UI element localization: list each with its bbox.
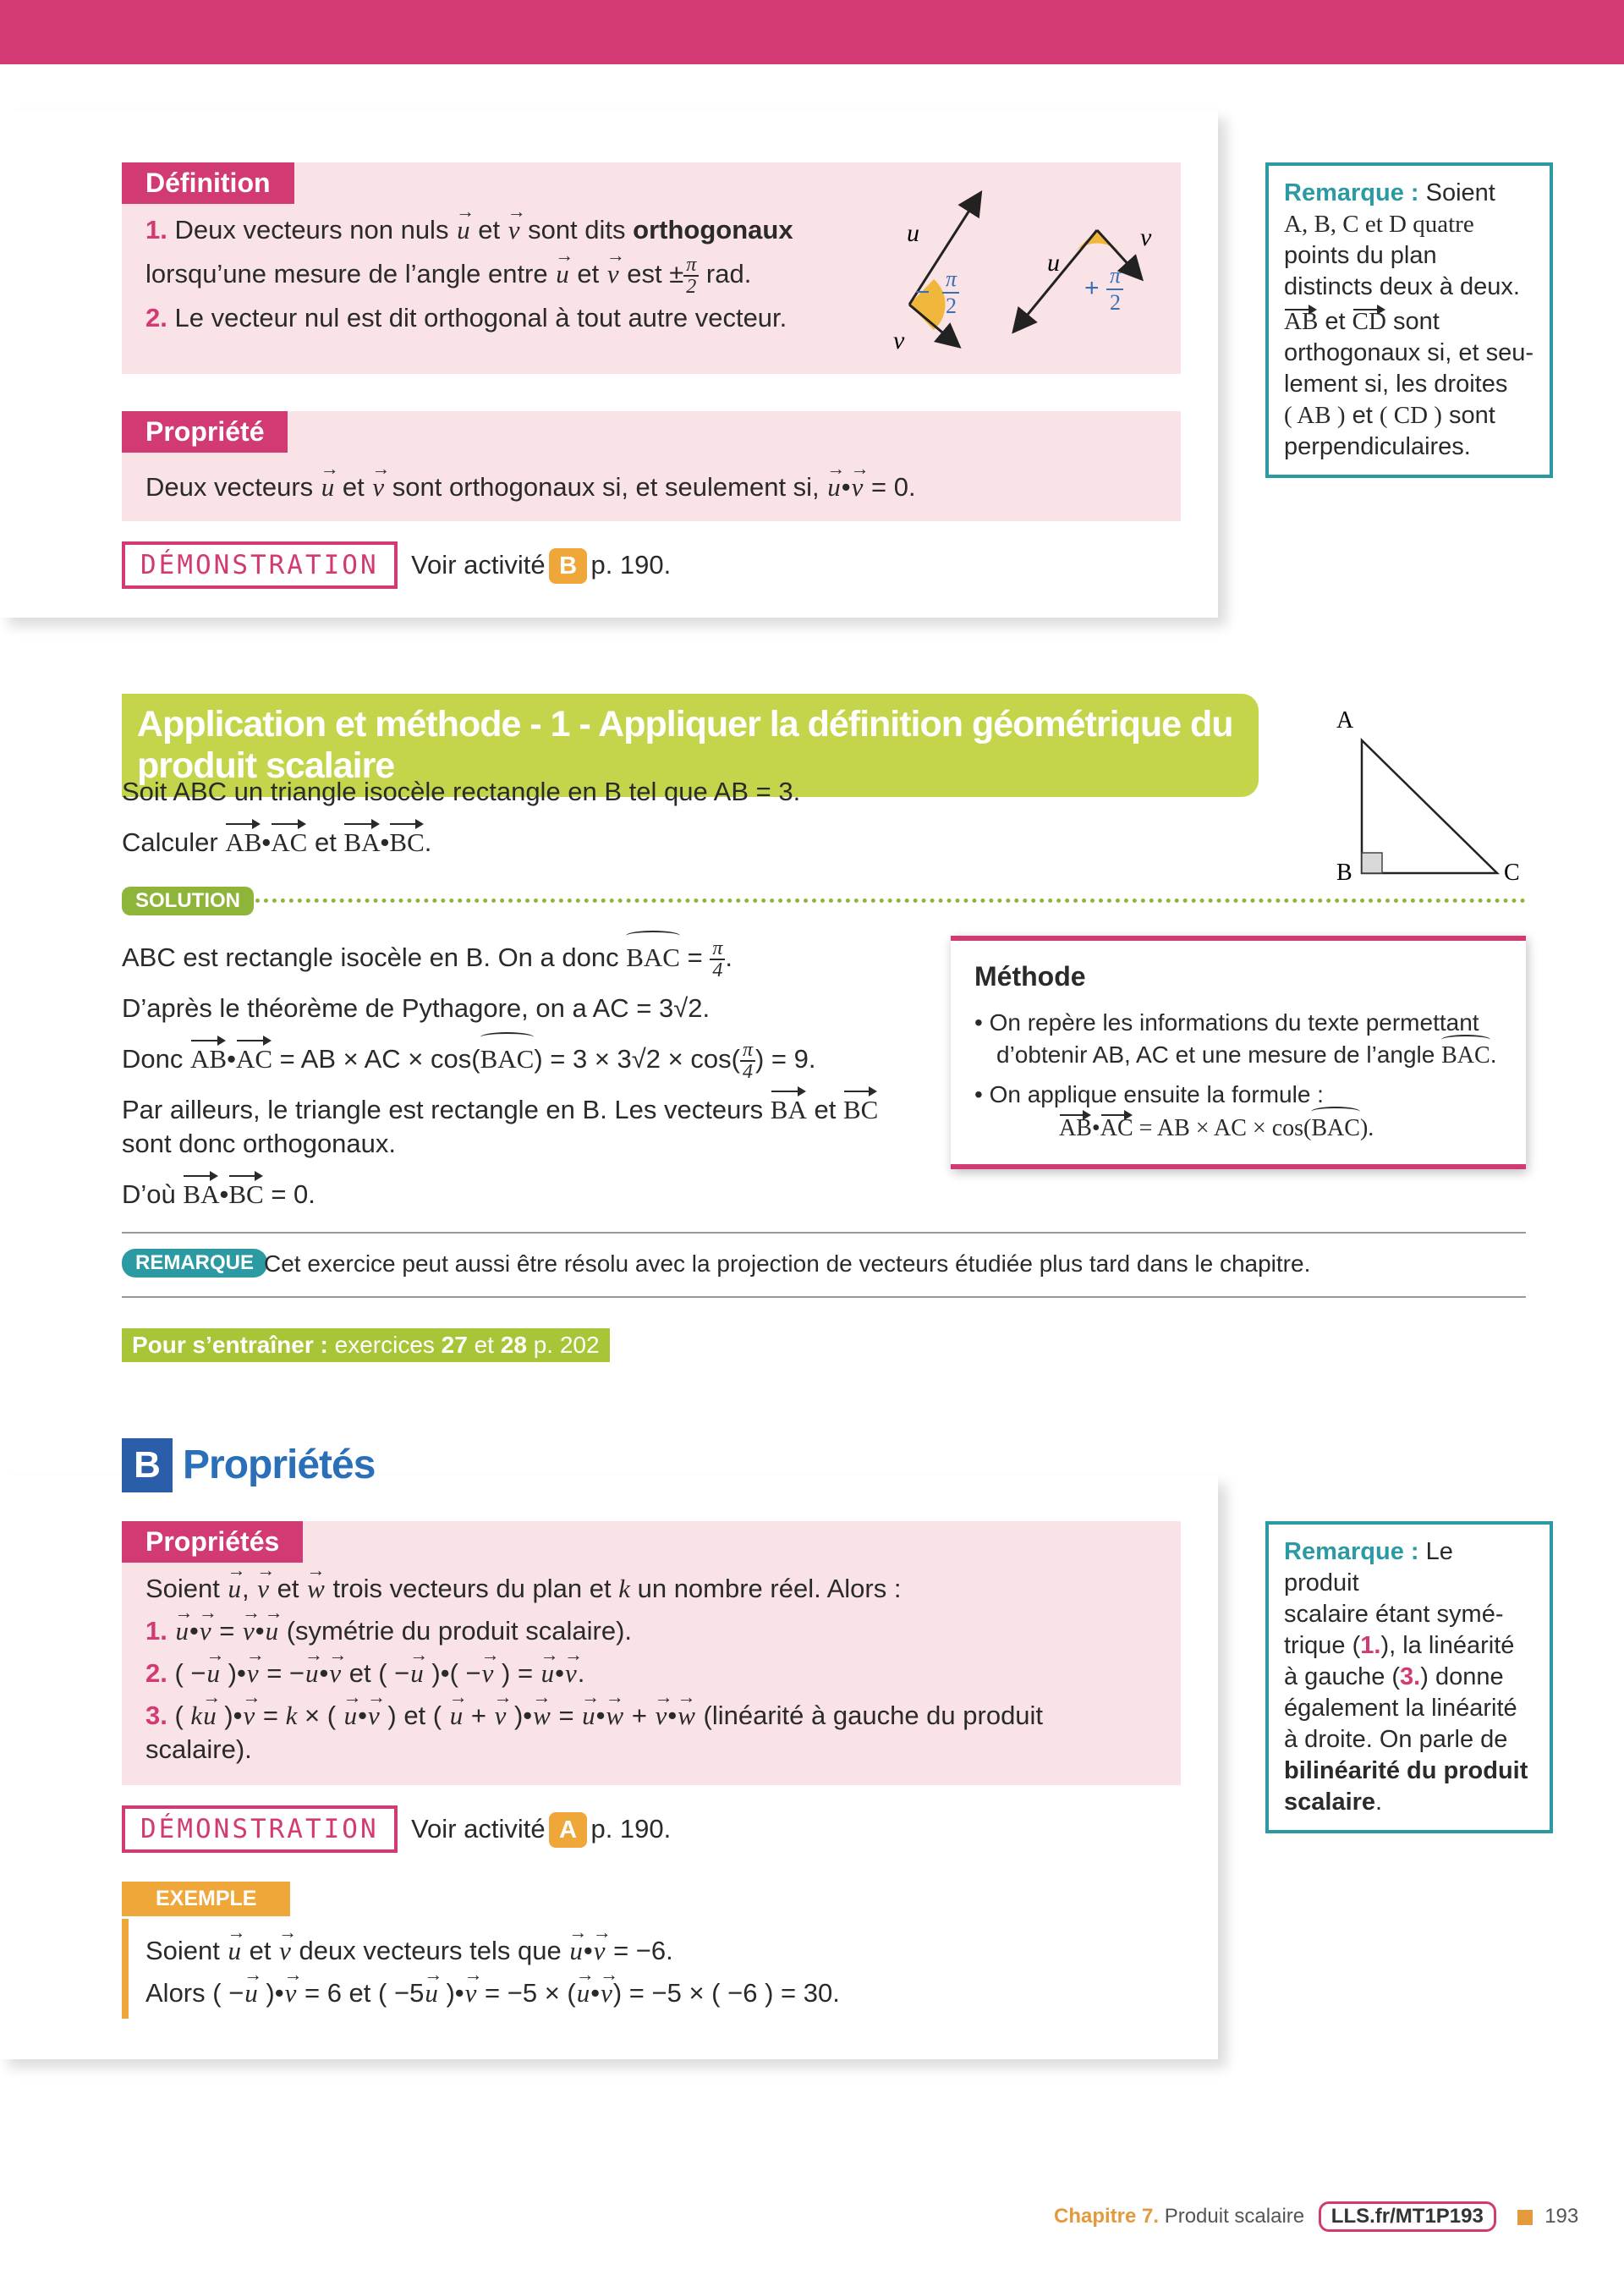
application-title-bar: Application et méthode - 1 - Appliquer la définition géométrique du produit scalaire <box>122 694 1259 797</box>
proprietes-line-2: 2. ( −→ u )•→ v = −→ u•→ v et ( −→ u )•( −→ v ) = → u•→ v. <box>145 1651 584 1695</box>
vertex-a: A <box>1336 707 1354 734</box>
remarque-divider-bottom <box>122 1296 1526 1298</box>
solution-dotted-line <box>247 898 1526 903</box>
solution-line-6: D’où BA•BC = 0. <box>122 1173 315 1217</box>
application-statement-2: Calculer AB•AC et BA•BC. <box>122 821 431 865</box>
solution-line-4: Par ailleurs, le triangle est rectangle en B. Les vecteurs BA et BC <box>122 1088 878 1132</box>
label-u-left: u <box>907 219 919 247</box>
page-number: 193 <box>1544 2205 1579 2228</box>
triangle-abc-figure <box>1320 702 1539 897</box>
plus-sign: + <box>1084 274 1100 302</box>
exemple-tag: EXEMPLE <box>122 1882 290 1916</box>
proprietes-line-3: 3. ( k→ u )•→ v = k × ( → u•→ v ) et ( → u + → v )•→ w = → u•→ w + → v•→ w (linéarité à gauche du produit <box>145 1694 1043 1738</box>
footer-link[interactable]: LLS.fr/MT1P193 <box>1319 2201 1496 2232</box>
vertex-c: C <box>1504 860 1520 886</box>
remark-box-1: Remarque : Soient A, B, C et D quatre points du plan distincts deux à deux. AB et CD sont orthogonaux si, et seu- lement si, les droites ( AB ) et ( CD ) sont perpendiculaires. <box>1265 162 1553 478</box>
exemple-line-1: Soient → u et → v deux vecteurs tels que → u•→ v = −6. <box>145 1929 673 1973</box>
demonstration-1: DÉMONSTRATION Voir activité B p. 190. <box>122 541 671 589</box>
methode-title: Méthode <box>974 961 1086 992</box>
top-banner <box>0 0 1624 64</box>
methode-bullet-1: • On repère les informations du texte permettant d’obtenir AB, AC et une mesure de l’angle BAC. <box>974 1007 1516 1072</box>
remarque-pill: REMARQUE <box>122 1249 267 1278</box>
footer <box>1054 2201 1578 2232</box>
solution-tag: SOLUTION <box>122 887 254 915</box>
proprietes-tag: Propriétés <box>122 1521 303 1563</box>
footer-title: Produit scalaire <box>1164 2205 1305 2228</box>
section-b-icon: B <box>122 1438 173 1492</box>
solution-line-3: Donc AB•AC = AB × AC × cos(BAC) = 3 × 3√2 × cos( $\frac{\pi}{4}$ ) = 9. <box>122 1038 816 1083</box>
right-angle-mark <box>1362 853 1382 873</box>
solution-line-5: sont donc orthogonaux. <box>122 1129 397 1158</box>
pi-left: π <box>946 267 957 291</box>
definition-tag: Définition <box>122 162 294 204</box>
two-right: 2 <box>1110 290 1121 315</box>
demonstration-2: DÉMONSTRATION Voir activité A p. 190. <box>122 1805 671 1853</box>
footer-square-icon <box>1517 2210 1533 2225</box>
minus-sign: − <box>915 278 930 306</box>
methode-box <box>951 936 1526 1169</box>
definition-line-2: lorsqu’une mesure de l’angle entre → u et → v est ± $\frac{\pi}{2}$ rad. <box>145 252 751 297</box>
vertex-b: B <box>1336 860 1352 886</box>
methode-bullet-2: • On applique ensuite la formule : AB•AC = AB × AC × cos(BAC). <box>974 1078 1374 1146</box>
application-statement-1: Soit ABC un triangle isocèle rectangle en B tel que AB = 3. <box>122 777 801 806</box>
solution-line-2: D’après le théorème de Pythagore, on a AC = 3√2. <box>122 993 710 1023</box>
definition-line-1: 1. Deux vecteurs non nuls → u et → v sont dits orthogonaux <box>145 208 793 252</box>
proprietes-line-1: 1. → u•→ v = → v•→ u (symétrie du produit scalaire). <box>145 1609 632 1653</box>
proprietes-line-0: Soient → u, → v et → w trois vecteurs du plan et k un nombre réel. Alors : <box>145 1567 901 1611</box>
two-left: 2 <box>946 294 957 318</box>
demonstration-label: DÉMONSTRATION <box>122 541 398 589</box>
section-b-title: Propriétés <box>183 1442 376 1487</box>
activity-badge-b[interactable]: B <box>549 548 587 584</box>
label-v-right: v <box>1140 223 1152 251</box>
propriete-tag: Propriété <box>122 411 288 453</box>
definition-line-3: 2. Le vecteur nul est dit orthogonal à tout autre vecteur. <box>145 303 787 332</box>
label-u-right: u <box>1047 249 1060 277</box>
remarque-divider-top <box>122 1232 1526 1234</box>
training-link[interactable]: Pour s’entraîner : exercices 27 et 28 p. 202 <box>122 1328 610 1362</box>
exemple-line-2: Alors ( −→ u )•→ v = 6 et ( −5→ u )•→ v = −5 × (→ u•→ v) = −5 × ( −6 ) = 30. <box>145 1971 840 2015</box>
remark-box-2: Remarque : Le produit scalaire étant symé- trique (1.), la linéarité à gauche (3.) donne également la linéarité à droite. On parle de bilinéarité du produit scalaire. <box>1265 1521 1553 1833</box>
propriete-text: Deux vecteurs → u et → v sont orthogonaux si, et seulement si, → u•→ v = 0. <box>145 465 916 509</box>
footer-chapter: Chapitre 7. <box>1054 2205 1160 2228</box>
orthogonal-vectors-figure <box>863 178 1176 355</box>
exemple-left-bar <box>122 1919 129 2019</box>
proprietes-line-4: scalaire). <box>145 1734 252 1764</box>
label-v-left: v <box>893 327 905 354</box>
activity-badge-a[interactable]: A <box>549 1812 587 1848</box>
remarque-text: Cet exercice peut aussi être résolu avec la projection de vecteurs étudiée plus tard dans le chapitre. <box>264 1250 1311 1277</box>
solution-line-1: ABC est rectangle isocèle en B. On a donc BAC = $\frac{\pi}{4}$ . <box>122 937 732 981</box>
pi-right: π <box>1110 263 1122 288</box>
demonstration-label: DÉMONSTRATION <box>122 1805 398 1853</box>
